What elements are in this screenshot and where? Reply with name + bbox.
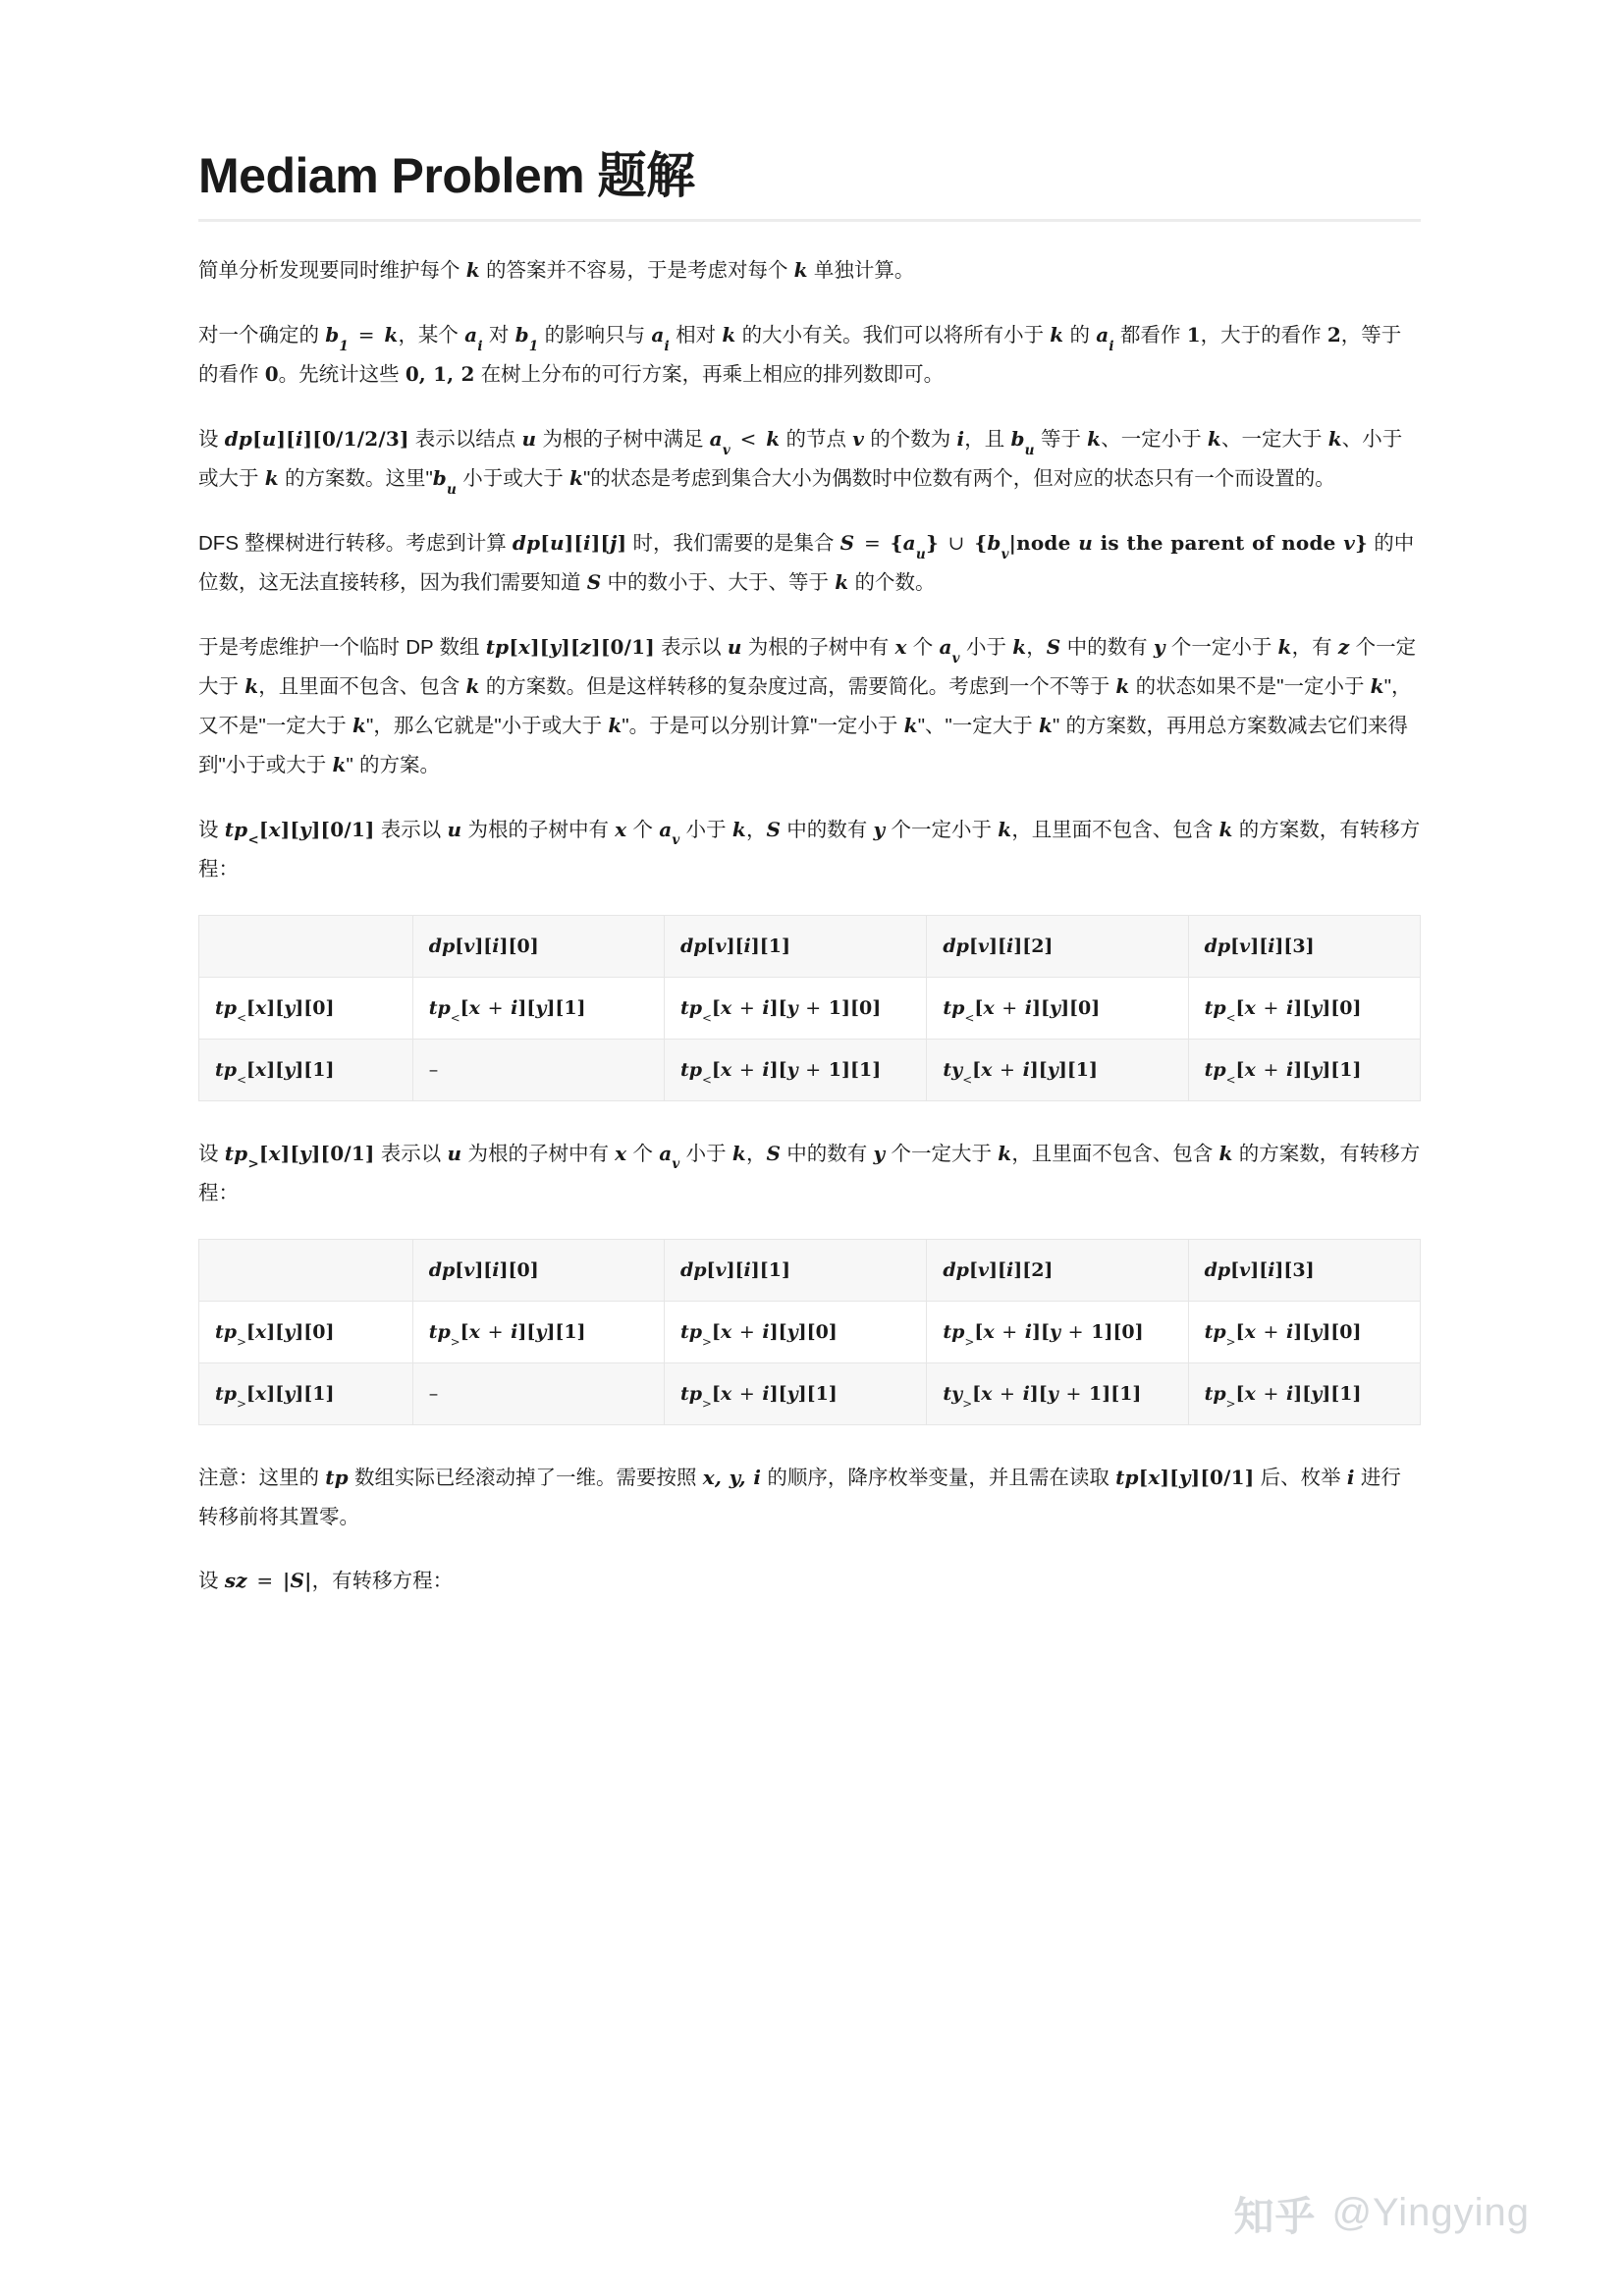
math-v: v — [852, 426, 865, 451]
math-k: k — [722, 322, 736, 347]
math-k: k — [731, 1141, 746, 1165]
math-k: k — [998, 1141, 1012, 1165]
table-cell: $tp_<[x + i][y + 1][0]$ — [664, 977, 926, 1039]
table-cell: $tp_<[x + i][y][1]$ — [412, 977, 664, 1039]
math-ai: $a_i$ — [1096, 322, 1114, 354]
table-cell: $tp_>[x + i][y][1]$ — [1188, 1362, 1420, 1424]
table-cell: $tp_>[x + i][y + 1][0]$ — [927, 1301, 1188, 1362]
math-k: k — [608, 713, 622, 737]
math-k: k — [998, 817, 1012, 841]
math-k: k — [1050, 322, 1064, 347]
math-i: i — [1346, 1465, 1355, 1489]
math-k: k — [731, 817, 746, 841]
paragraph-9: 设 sz = |S|，有转移方程： — [198, 1569, 454, 1593]
math-z: z — [1337, 634, 1350, 659]
zhihu-brand-label: 知乎 — [1233, 2194, 1317, 2239]
math-tp-greater-state: $tp_>[x][y][0/1]$ — [224, 1141, 375, 1173]
math-u: u — [521, 426, 537, 451]
math-2: 2 — [1326, 322, 1341, 347]
math-u: u — [727, 634, 742, 659]
math-i: i — [956, 426, 965, 451]
transition-table-less — [198, 915, 1421, 1101]
math-tp-less-state: $tp_<[x][y][0/1]$ — [224, 817, 375, 849]
table-row-label: $tp_<[x][y][0]$ — [199, 977, 413, 1039]
math-bu: $b_u$ — [1010, 426, 1035, 458]
math-S: S — [1046, 634, 1061, 659]
math-k: k — [1038, 713, 1054, 737]
math-xyi: x, y, i — [702, 1465, 762, 1489]
math-u: u — [447, 1141, 462, 1165]
math-dp-uij: dp[u][i][j] — [512, 530, 627, 555]
table-header-cell: dp[v][i][0] — [412, 915, 664, 977]
math-av: $a_v$ — [659, 817, 680, 849]
zhihu-watermark — [1233, 2184, 1530, 2242]
table-cell: $tp_>[x + i][y][0]$ — [664, 1301, 926, 1362]
math-k: k — [1327, 426, 1342, 451]
paragraph-6: 设 $tp_<[x][y][0/1]$ 表示以 u 为根的子树中有 x 个 $a_v$ 小于 k，S 中的数有 y 个一定小于 k，且里面不包含、包含 k 的方案数，有转移方程： — [198, 817, 1421, 881]
math-k: k — [793, 258, 808, 282]
math-1: 1 — [1186, 322, 1201, 347]
page-title: Mediam Problem 题解 — [198, 148, 695, 203]
table-header-row — [199, 1239, 1421, 1301]
document-content — [198, 147, 1421, 1627]
transition-table-greater — [198, 1239, 1421, 1425]
paragraph-5: 于是考虑维护一个临时 DP 数组 tp[x][y][z][0/1] 表示以 u 为根的子树中有 x 个 $a_v$ 小于 k，S 中的数有 y 个一定小于 k，有 z 个一定大于 k，且里面不包含、包含 k 的方案数。但是这样转移的复杂度过高，需要简化。考虑到一个不等于 k 的状态如果不是"一定小于 k"，又不是"一定大于 k"，那么它就是"小于或大于 k"。于是可以分别计算"一定小于 k"、"一定大于 k" 的方案数，再用总方案数减去它们来得到"小于或大于 k" 的方案。 — [198, 634, 1417, 776]
math-S: S — [766, 1141, 782, 1165]
paragraph-1: 简单分析发现要同时维护每个 k 的答案并不容易，于是考虑对每个 k 单独计算。 — [198, 258, 915, 282]
table-corner-cell — [199, 1239, 413, 1301]
math-tp: tp — [325, 1465, 349, 1489]
table-header-cell: dp[v][i][2] — [927, 1239, 1188, 1301]
math-k: k — [1115, 673, 1130, 698]
table-corner-cell — [199, 915, 413, 977]
paragraph-2: 对一个确定的 $b_1 = k$，某个 $a_i$ 对 $b_1$ 的影响只与 $a_i$ 相对 k 的大小有关。我们可以将所有小于 k 的 $a_i$ 都看作 1，大于的看作 2，等于的看作 0。先统计这些 0, 1, 2 在树上分布的可行方案，再乘上相应的排列数即可。 — [198, 322, 1402, 386]
math-b1: $b_1$ — [514, 322, 539, 354]
math-k: k — [1207, 426, 1221, 451]
math-k: k — [352, 713, 367, 737]
table-header-cell: dp[v][i][3] — [1188, 915, 1420, 977]
math-k: k — [1087, 426, 1102, 451]
math-k: k — [1218, 817, 1233, 841]
table-row-label: $tp_<[x][y][1]$ — [199, 1039, 413, 1100]
math-k: k — [1277, 634, 1292, 659]
table-cell-empty: – — [412, 1362, 664, 1424]
table-cell: $ty_>[x + i][y + 1][1]$ — [927, 1362, 1188, 1424]
paragraph-7: 设 $tp_>[x][y][0/1]$ 表示以 u 为根的子树中有 x 个 $a_v$ 小于 k，S 中的数有 y 个一定大于 k，且里面不包含、包含 k 的方案数，有转移方程： — [198, 1141, 1421, 1204]
math-x: x — [894, 634, 907, 659]
table-row — [199, 1362, 1421, 1424]
math-x: x — [615, 817, 627, 841]
math-u: u — [447, 817, 462, 841]
math-k: k — [835, 569, 849, 594]
math-y: y — [873, 817, 886, 841]
math-av-lt-k: $a_v < k$ — [709, 426, 781, 458]
math-012: 0, 1, 2 — [405, 361, 475, 386]
table-cell: $tp_>[x + i][y][1]$ — [664, 1362, 926, 1424]
table-header-cell: dp[v][i][1] — [664, 1239, 926, 1301]
math-ai: $a_i$ — [464, 322, 483, 354]
math-y: y — [1153, 634, 1165, 659]
math-k: k — [264, 465, 279, 490]
paragraph-3: 设 dp[u][i][0/1/2/3] 表示以结点 u 为根的子树中满足 $a_v < k$ 的节点 v 的个数为 i，且 $b_u$ 等于 k、一定小于 k、一定大于 k、小于或大于 k 的方案数。这里"$b_u$ 小于或大于 k"的状态是考虑到集合大小为偶数时中位数有两个，但对应的状态只有一个而设置的。 — [198, 426, 1403, 498]
table-cell: $tp_<[x + i][y][0]$ — [1188, 977, 1420, 1039]
math-k: k — [465, 258, 480, 282]
table-row-label: $tp_>[x][y][0]$ — [199, 1301, 413, 1362]
table-cell: $tp_<[x + i][y][1]$ — [1188, 1039, 1420, 1100]
table-cell: $tp_>[x + i][y][0]$ — [1188, 1301, 1420, 1362]
math-k: k — [1370, 673, 1384, 698]
math-ai: $a_i$ — [651, 322, 670, 354]
table-cell-empty: – — [412, 1039, 664, 1100]
math-dp-state: dp[u][i][0/1/2/3] — [224, 426, 409, 451]
math-x: x — [615, 1141, 627, 1165]
math-0: 0 — [264, 361, 279, 386]
math-k: k — [1218, 1141, 1233, 1165]
math-k: k — [1012, 634, 1027, 659]
paragraph-4: DFS 整棵树进行转移。考虑到计算 dp[u][i][j] 时，我们需要的是集合 $S = \{a_u\}$ ∪ {$b_v|node$ u is the parent of node v} 的中位数，这无法直接转移，因为我们需要知道 S 中的数小于、大于、等于 k 的个数。 — [198, 530, 1415, 594]
math-av: $a_v$ — [939, 634, 960, 667]
table-cell: $tp_<[x + i][y + 1][1]$ — [664, 1039, 926, 1100]
zhihu-user-handle: @Yingying — [1331, 2191, 1530, 2234]
table-cell: $tp_>[x + i][y][1]$ — [412, 1301, 664, 1362]
math-sz-eq-absS: sz = |S| — [224, 1569, 312, 1593]
table-row — [199, 1301, 1421, 1362]
table-header-cell: dp[v][i][0] — [412, 1239, 664, 1301]
table-row — [199, 977, 1421, 1039]
table-cell: $ty_<[x + i][y][1]$ — [927, 1039, 1188, 1100]
math-S: S — [766, 817, 782, 841]
math-k: k — [903, 713, 918, 737]
math-b1-eq-k: $b_1 = k$ — [325, 322, 399, 354]
math-k: k — [568, 465, 583, 490]
table-row-label: $tp_>[x][y][1]$ — [199, 1362, 413, 1424]
table-header-cell: dp[v][i][2] — [927, 915, 1188, 977]
table-cell: $tp_<[x + i][y][0]$ — [927, 977, 1188, 1039]
table-header-cell: dp[v][i][1] — [664, 915, 926, 977]
math-av: $a_v$ — [659, 1141, 680, 1173]
math-set-S: $S = \{a_u\}$ ∪ {$b_v|node$ u is the parent of node v} — [839, 530, 1369, 562]
math-tp-xy01: tp[x][y][0/1] — [1115, 1465, 1255, 1489]
math-y: y — [873, 1141, 886, 1165]
title-divider — [198, 219, 1421, 222]
math-k: k — [244, 673, 259, 698]
math-k: k — [465, 673, 480, 698]
table-header-row — [199, 915, 1421, 977]
table-header-cell: dp[v][i][3] — [1188, 1239, 1420, 1301]
math-S: S — [586, 569, 602, 594]
paragraph-8: 注意：这里的 tp 数组实际已经滚动掉了一维。需要按照 x, y, i 的顺序，降序枚举变量，并且需在读取 tp[x][y][0/1] 后、枚举 i 进行转移前将其置零。 — [198, 1465, 1401, 1528]
math-bu: $b_u$ — [432, 465, 458, 498]
math-tp-state: tp[x][y][z][0/1] — [485, 634, 655, 659]
table-row — [199, 1039, 1421, 1100]
math-k: k — [332, 752, 347, 776]
